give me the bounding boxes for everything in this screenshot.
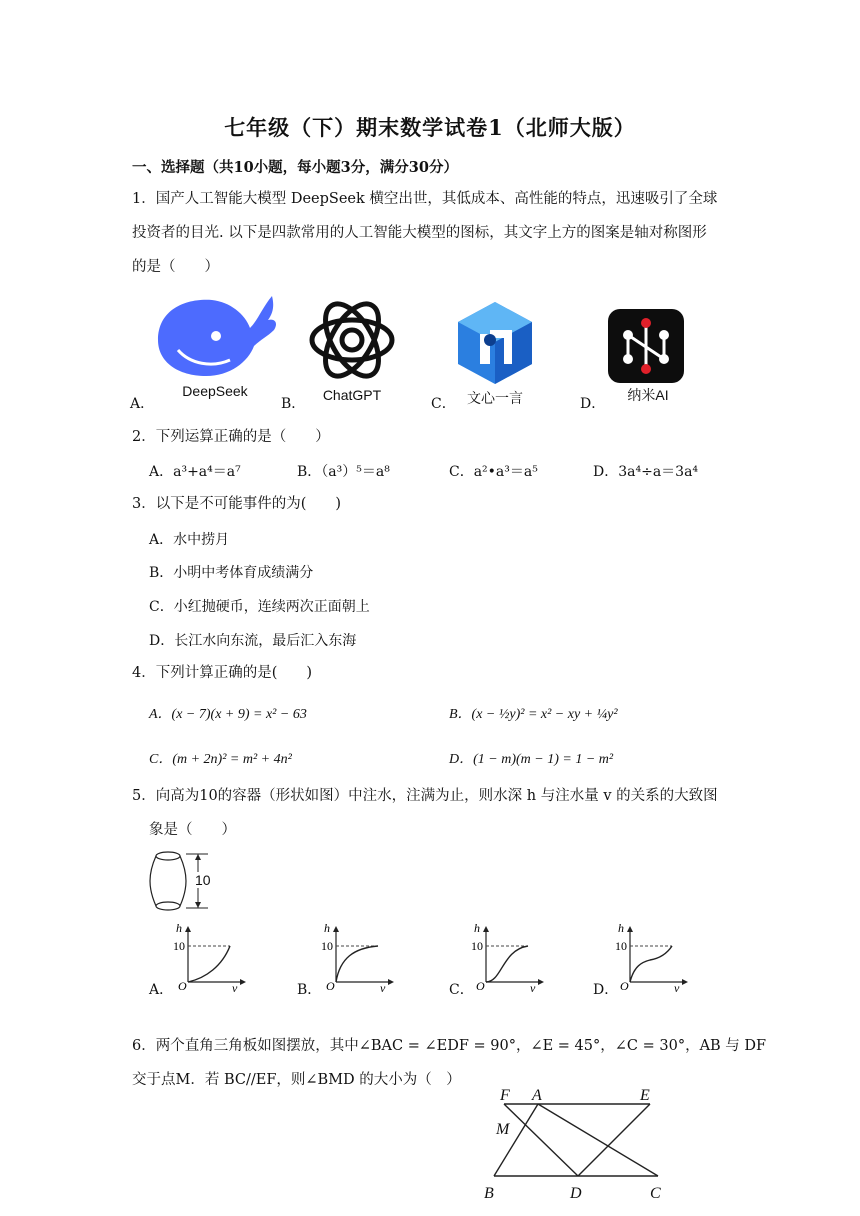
svg-text:h: h [324, 922, 330, 935]
svg-text:h: h [618, 922, 624, 935]
q2-option-a[interactable]: A．a³+a⁴＝a⁷ [149, 464, 241, 480]
page-title: 七年级（下）期末数学试卷1（北师大版） [224, 115, 636, 140]
q6-line1: 6．两个直角三角板如图摆放，其中∠BAC = ∠EDF = 90°，∠E = 45°，∠C = 30°，AB 与 DF [132, 1038, 767, 1054]
point-label-f: F [500, 1087, 510, 1104]
svg-text:v: v [674, 981, 680, 994]
q5-option-c-letter[interactable]: C． [449, 982, 474, 998]
point-label-b: B [484, 1185, 494, 1202]
graph-option-d [612, 922, 692, 998]
q3-option-d[interactable]: D．长江水向东流，最后汇入东海 [149, 633, 357, 649]
q1-option-c-caption: 文心一言 [467, 390, 523, 406]
q3-stem: 3．以下是不可能事件的为( ) [132, 496, 342, 512]
point-label-c: C [650, 1185, 661, 1202]
cube-icon [452, 298, 538, 388]
section-heading: 一、选择题（共10小题，每小题3分，满分30分） [132, 159, 458, 176]
q1-option-d-letter[interactable]: D． [580, 396, 606, 412]
svg-text:h: h [474, 922, 480, 935]
q5-option-d-letter[interactable]: D． [593, 982, 619, 998]
q3-option-c[interactable]: C．小红抛硬币，连续两次正面朝上 [149, 599, 370, 615]
point-label-m: M [496, 1121, 510, 1138]
svg-text:10: 10 [615, 939, 627, 953]
q5-option-a-letter[interactable]: A． [149, 982, 174, 998]
point-label-a: A [532, 1087, 542, 1104]
triangle-figure [480, 1082, 680, 1210]
graph-option-a [170, 922, 250, 998]
q2-option-d[interactable]: D．3a⁴÷a＝3a⁴ [593, 464, 699, 480]
q4-stem: 4．下列计算正确的是( ) [132, 665, 313, 681]
q1-option-c-letter[interactable]: C． [431, 396, 456, 412]
svg-text:O: O [326, 979, 335, 993]
q1-option-a-letter[interactable]: A． [130, 396, 155, 412]
q4-option-d[interactable]: D．(1 − m)(m − 1) = 1 − m² [449, 752, 614, 767]
q4-option-a[interactable]: A．(x − 7)(x + 9) = x² − 63 [149, 707, 307, 722]
svg-text:O: O [476, 979, 485, 993]
svg-text:10: 10 [321, 939, 333, 953]
svg-text:O: O [178, 979, 187, 993]
network-icon [606, 307, 686, 385]
q1-option-b-caption: ChatGPT [322, 387, 382, 403]
q5-line1: 5．向高为10的容器（形状如图）中注水，注满为止，则水深 h 与注水量 v 的关系的大致图 [132, 788, 718, 804]
q1-line2: 投资者的目光. 以下是四款常用的人工智能大模型的图标，其文字上方的图案是轴对称图形 [132, 225, 707, 241]
q1-option-d-caption: 纳米AI [627, 387, 669, 403]
q1-option-b-letter[interactable]: B． [281, 396, 306, 412]
q1-option-a-caption: DeepSeek [182, 383, 248, 399]
svg-text:v: v [232, 981, 238, 994]
q2-option-c[interactable]: C．a²•a³＝a⁵ [449, 464, 538, 480]
q3-option-b[interactable]: B．小明中考体育成绩满分 [149, 565, 314, 581]
q5-option-b-letter[interactable]: B． [297, 982, 322, 998]
q1-line3: 的是（ ） [132, 259, 219, 275]
point-label-e: E [640, 1087, 650, 1104]
q4-option-b[interactable]: B．(x − ½y)² = x² − xy + ¼y² [449, 707, 618, 722]
svg-text:10: 10 [173, 939, 185, 953]
q3-option-a[interactable]: A．水中捞月 [149, 532, 230, 548]
svg-text:h: h [176, 922, 182, 935]
graph-option-b [318, 922, 398, 998]
whale-icon [150, 290, 280, 380]
svg-text:v: v [530, 981, 536, 994]
graph-option-c [468, 922, 548, 998]
svg-text:10: 10 [471, 939, 483, 953]
point-label-d: D [570, 1185, 582, 1202]
svg-text:O: O [620, 979, 629, 993]
q6-line2: 交于点M．若 BC//EF，则∠BMD 的大小为（ ） [132, 1072, 461, 1088]
q4-option-c[interactable]: C．(m + 2n)² = m² + 4n² [149, 752, 292, 767]
q1-line1: 1．国产人工智能大模型 DeepSeek 横空出世，其低成本、高性能的特点，迅速吸引了全球 [132, 191, 718, 207]
q2-option-b[interactable]: B．（a³）⁵＝a⁸ [297, 464, 390, 480]
q2-stem: 2．下列运算正确的是（ ） [132, 429, 330, 445]
q5-line2: 象是（ ） [149, 822, 236, 838]
container-height-label: 10 [195, 872, 211, 888]
svg-text:v: v [380, 981, 386, 994]
knot-icon [304, 295, 400, 385]
